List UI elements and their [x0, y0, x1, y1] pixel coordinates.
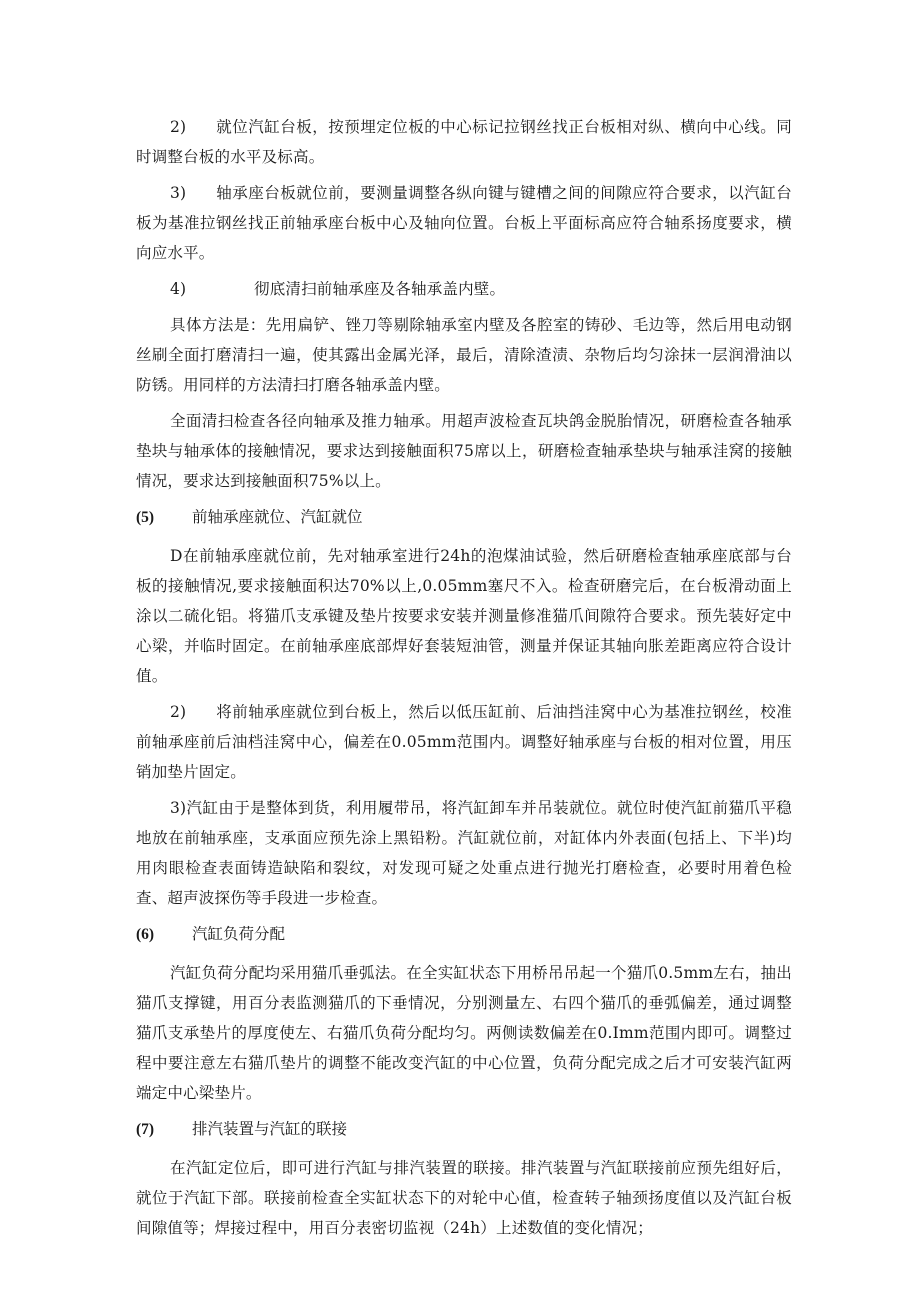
section-heading-5 [136, 502, 792, 533]
section-number: (5) [136, 509, 155, 526]
paragraph-text: 彻底清扫前轴承座及各轴承盖内壁。 [254, 280, 506, 298]
section-title: 前轴承座就位、汽缸就位 [192, 508, 363, 526]
paragraph-step-3 [136, 178, 792, 268]
step-number: 2) [170, 703, 187, 721]
paragraph-step-2 [136, 112, 792, 172]
paragraph-method: 具体方法是：先用扁铲、锉刀等剔除轴承室内壁及各腔室的铸砂、毛边等，然后用电动钢丝刷全面打磨清扫一遍，使其露出金属光泽，最后，清除渣渍、杂物后均匀涂抹一层润滑油以防锈。用同样的方法清扫打磨各轴承盖内壁。 [136, 316, 792, 394]
paragraph-text: 将前轴承座就位到台板上，然后以低压缸前、后油挡洼窝中心为基准拉钢丝，校准前轴承座前后油档洼窝中心，偏差在0.05mm范围内。调整好轴承座与台板的相对位置，用压销加垫片固定。 [136, 703, 792, 781]
paragraph-5-3: 3)汽缸由于是整体到货，利用履带吊，将汽缸卸车并吊装就位。就位时使汽缸前猫爪平稳地放在前轴承座，支承面应预先涂上黑铅粉。汽缸就位前，对缸体内外表面(包括上、下半)均用肉眼检查表面铸造缺陷和裂纹，对发现可疑之处重点进行抛光打磨检查，必要时用着色检查、超声波探伤等手段进一步检查。 [136, 799, 792, 907]
document-body [136, 112, 792, 1249]
section-title: 排汽装置与汽缸的联接 [192, 1120, 348, 1138]
paragraph-text: 轴承座台板就位前，要测量调整各纵向键与键槽之间的间隙应符合要求，以汽缸台板为基准拉钢丝找正前轴承座台板中心及轴向位置。台板上平面标高应符合轴系扬度要求，横向应水平。 [136, 184, 792, 262]
paragraph-5-2 [136, 697, 792, 787]
section-number: (6) [136, 926, 155, 943]
paragraph-bearing-inspection: 全面清扫检查各径向轴承及推力轴承。用超声波检查瓦块鸽金脱胎情况，研磨检查各轴承垫块与轴承体的接触情况，要求达到接触面积75席以上，研磨检查轴承垫块与轴承洼窝的接触情况，要求达到接触面积75%以上。 [136, 412, 792, 490]
section-heading-6 [136, 919, 792, 950]
paragraph-text: 就位汽缸台板，按预埋定位板的中心标记拉钢丝找正台板相对纵、横向中心线。同时调整台板的水平及标高。 [136, 118, 792, 166]
paragraph-step-4 [136, 274, 792, 304]
section-title: 汽缸负荷分配 [192, 925, 286, 943]
step-number: 3) [170, 184, 187, 202]
section-number: (7) [136, 1121, 155, 1138]
step-number: 2) [170, 118, 187, 136]
paragraph-5-1: D在前轴承座就位前，先对轴承室进行24h的泡煤油试验，然后研磨检查轴承座底部与台板的接触情况,要求接触面积达70%以上,0.05mm塞尺不入。检查研磨完后，在台板滑动面上涂以二硫化铝。将猫爪支承键及垫片按要求安装并测量修准猫爪间隙符合要求。预先装好定中心梁，并临时固定。在前轴承座底部焊好套装短油管，测量并保证其轴向胀差距离应符合设计值。 [136, 547, 792, 685]
paragraph-7-1: 在汽缸定位后，即可进行汽缸与排汽装置的联接。排汽装置与汽缸联接前应预先组好后，就位于汽缸下部。联接前检查全实缸状态下的对轮中心值，检查转子轴颈扬度值以及汽缸台板间隙值等；焊接过程中，用百分表密切监视（24h）上述数值的变化情况； [136, 1159, 792, 1237]
section-heading-7 [136, 1114, 792, 1145]
paragraph-6-1: 汽缸负荷分配均采用猫爪垂弧法。在全实缸状态下用桥吊吊起一个猫爪0.5mm左右，抽出猫爪支撑键，用百分表监测猫爪的下垂情况，分别测量左、右四个猫爪的垂弧偏差，通过调整猫爪支承垫片的厚度使左、右猫爪负荷分配均匀。两侧读数偏差在0.Imm范围内即可。调整过程中要注意左右猫爪垫片的调整不能改变汽缸的中心位置，负荷分配完成之后才可安装汽缸两端定中心梁垫片。 [136, 964, 792, 1102]
step-number: 4) [170, 280, 187, 298]
